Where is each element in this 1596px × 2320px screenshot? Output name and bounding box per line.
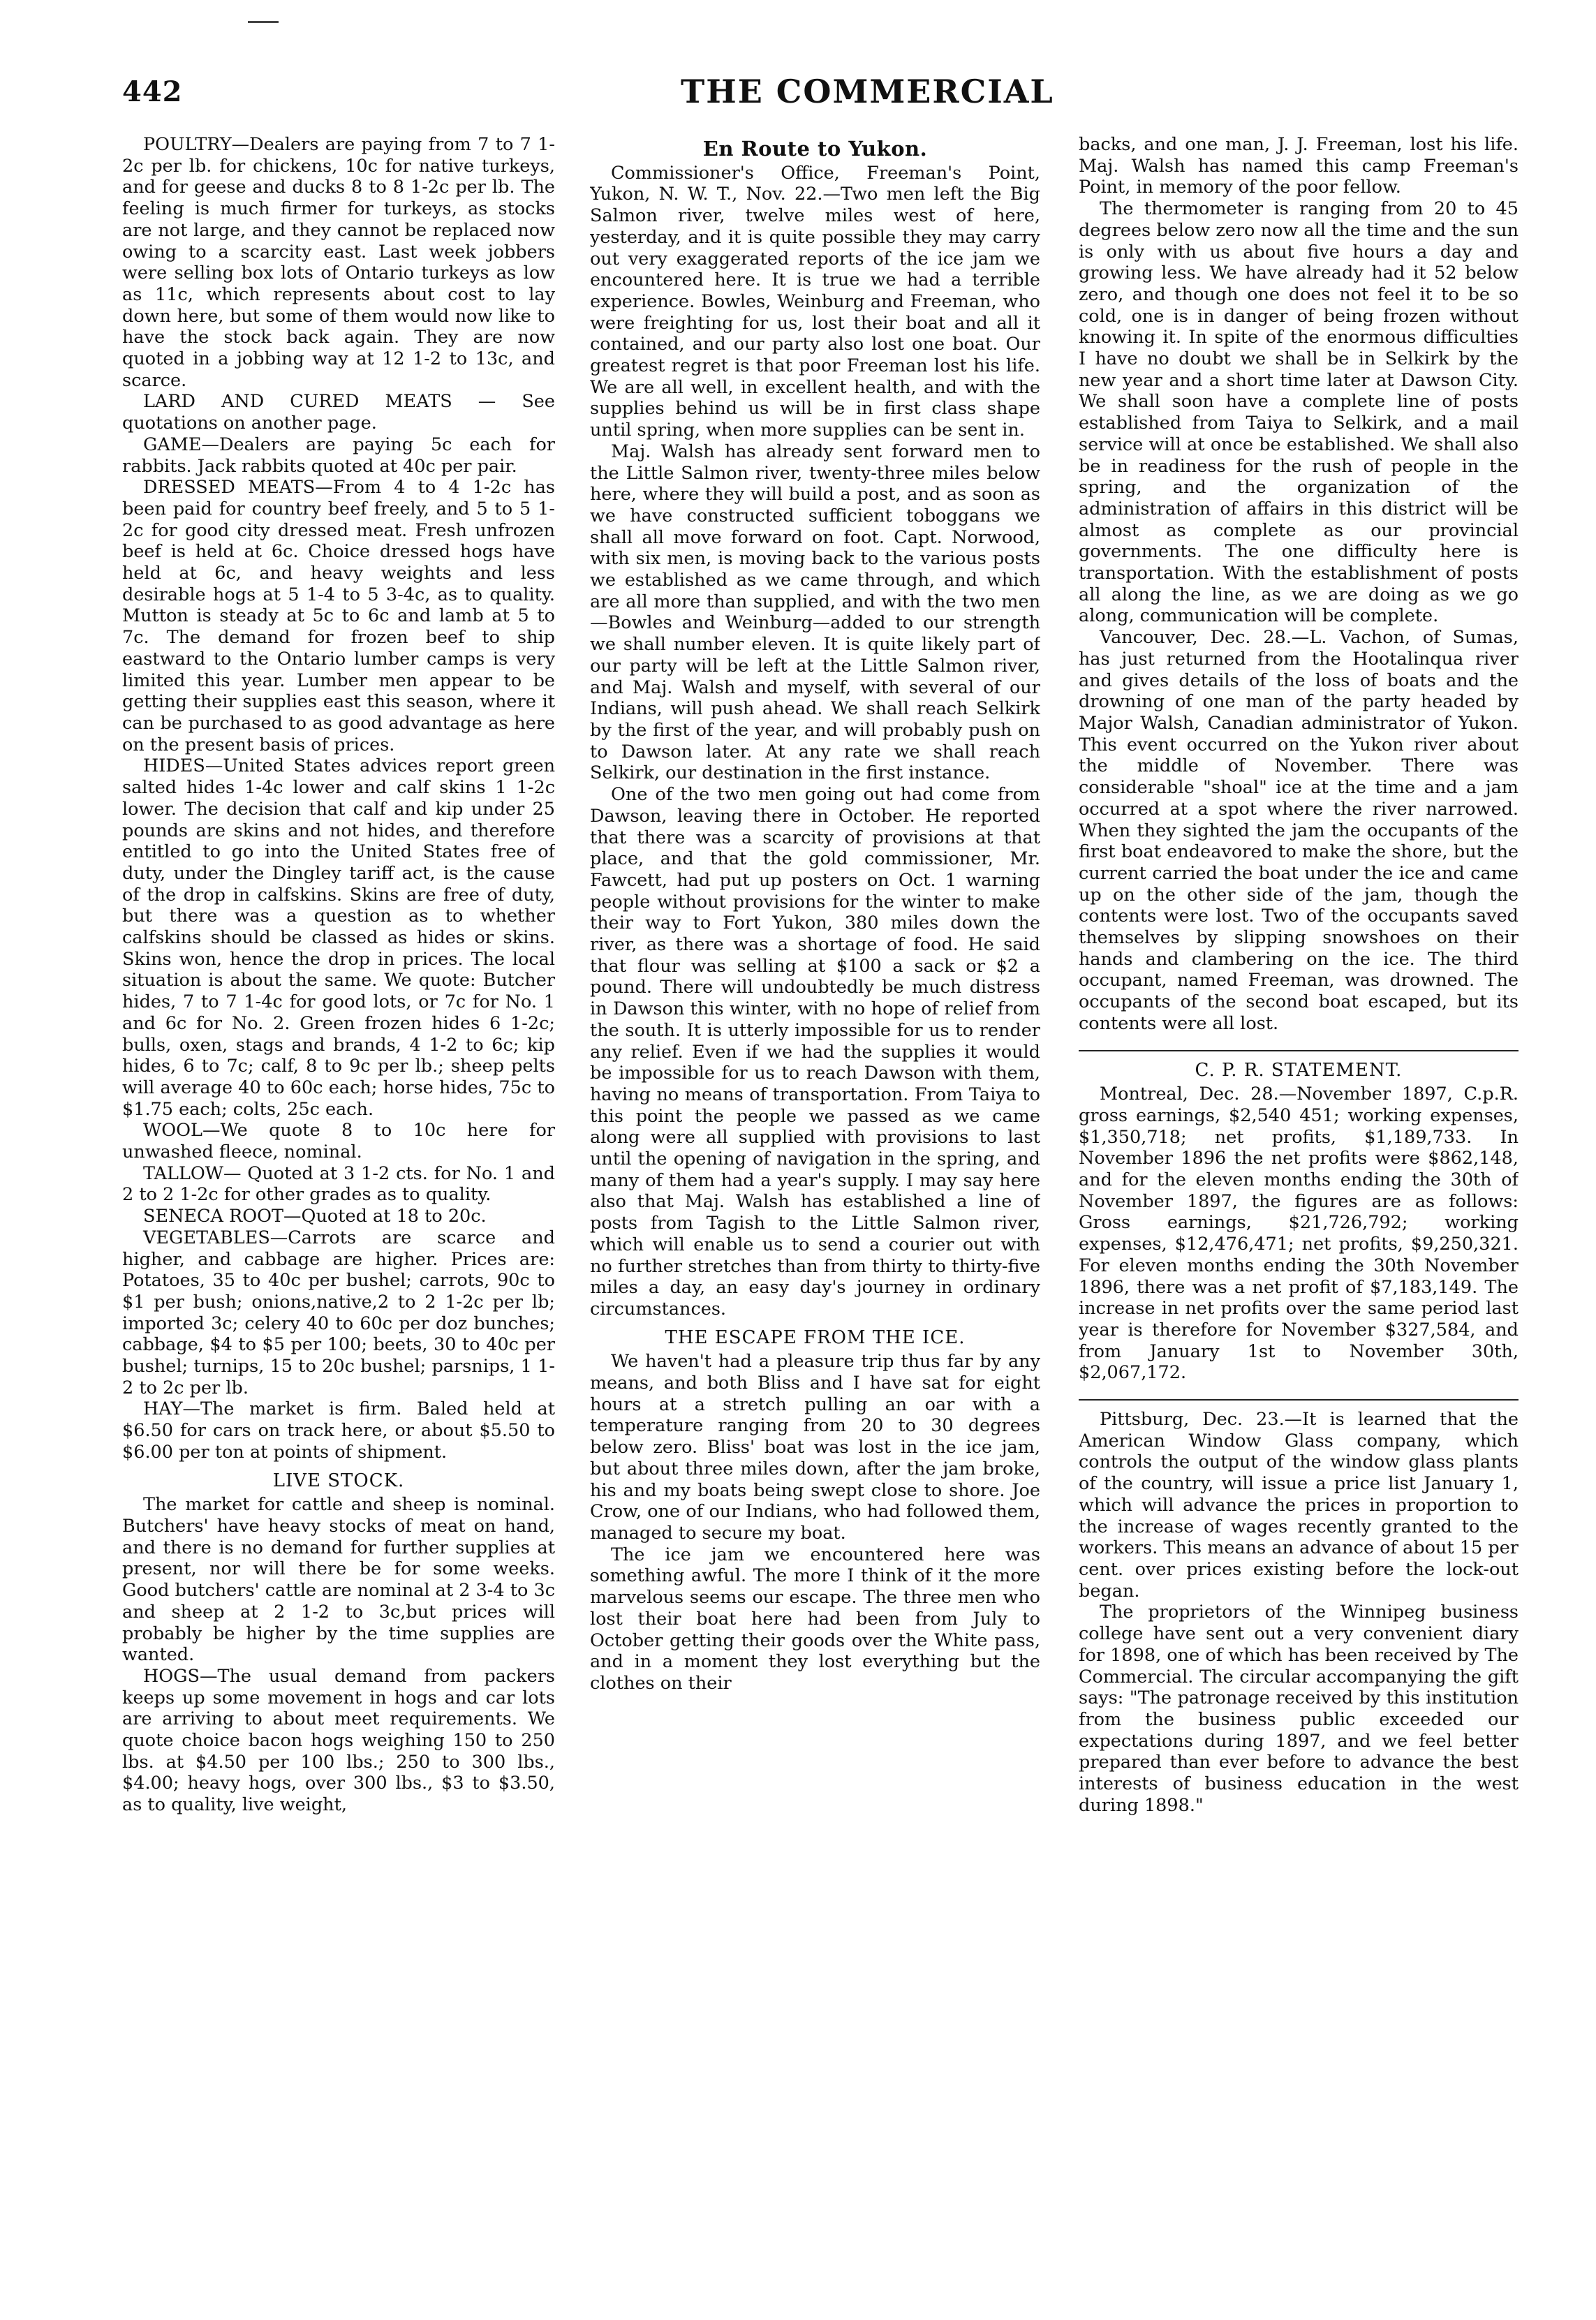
yukon-paragraph-1: Commissioner's Office, Freeman's Point, Yukon, N. W. T., Nov. 22.—Two men left the Big Salmon river, twelve miles west of here, yesterday, and it is quite possible they may carry out very exaggerated reports of the ice jam we encountered here. It is true we had a terrible experience. Bowles, Weinburg and Freeman, who were freighting for us, lost their boat and all it contained, and our party also lost one boat. Our greatest regret is that poor Freeman lost his life. We are all well, in excellent health, and with the supplies behind us will be in first class shape until spring, when more supplies can be sent in. bbox=[590, 162, 1040, 441]
live-stock-paragraph: The market for cattle and sheep is nominal. Butchers' have heavy stocks of meat on hand, and there is no demand for further supplies at present, nor will there be for some weeks. Good butchers' cattle are nominal at 2 3-4 to 3c and sheep at 2 1-2 to 3c,but prices will probably be higher by the time supplies are wanted. bbox=[122, 1494, 555, 1666]
thermometer-paragraph: The thermometer is ranging from 20 to 45 degrees below zero now all the time and the sun is only with us about five hours a day and growing less. We have already had it 52 below zero, and though one does not feel it to be so cold, one is in danger of being frozen without knowing it. In spite of the enormous difficulties I have no doubt we shall be in Selkirk by the new year and a short time later at Dawson City. We shall soon have a complete line of posts established from Taiya to Selkirk, and a mail service will at once be established. We shall also be in readiness for the rush of people in the spring, and the organization of the administration of affairs in this district will be almost as complete as our provincial governments. The one difficulty here is transportation. With the establishment of posts all along the line, as we are doing as we go along, communication will be complete. bbox=[1079, 198, 1519, 627]
yukon-paragraph-2: Maj. Walsh has already sent forward men to the Little Salmon river, twenty-three miles below here, where they will build a post, and as soon as we have constructed sufficient toboggans we shall all move forward on foot. Capt. Norwood, with six men, is moving back to the various posts we established as we came through, and which are all more than supplied, and with the two men—Bowles and Weinburg—added to our strength we shall number eleven. It is quite likely part of our party will be left at the Little Salmon river, and Maj. Walsh and myself, with several of our Indians, will push ahead. We shall reach Selkirk by the first of the year, and will probably push on to Dawson later. At any rate we shall reach Selkirk, our destination in the first instance. bbox=[590, 441, 1040, 784]
wool-paragraph: WOOL—We quote 8 to 10c here for unwashed fleece, nominal. bbox=[122, 1120, 555, 1163]
cpr-statement-paragraph: Montreal, Dec. 28.—November 1897, C.p.R. gross earnings, $2,540 451; working expenses, $1,350,718; net profits, $1,189,733. In November 1896 the net profits were $862,148, and for the eleven months ending the 30th of November 1897, the figures are as follows: Gross earnings, $21,726,792; working expenses, $12,476,471; net profits, $9,250,321. For eleven months ending the 30th November 1896, there was a net profit of $7,183,149. The increase in net profits over the same period last year is therefore for November $327,584, and from January 1st to November 30th, $2,067,172. bbox=[1079, 1084, 1519, 1384]
yukon-paragraph-5: The ice jam we encountered here was something awful. The more I think of it the more marvelous seems our escape. The three men who lost their boat here had been from July to October getting their goods over the White pass, and in a moment they lost everything but the clothes on their bbox=[590, 1544, 1040, 1694]
business-college-paragraph: The proprietors of the Winnipeg business college have sent out a very convenient diary for 1898, one of which has been received by The Commercial. The circular accompanying the gift says: "The patronage received by this institution from the business public exceeded our expectations during 1897, and we feel better prepared than ever before to advance the best interests of business education in the west during 1898." bbox=[1079, 1602, 1519, 1816]
yukon-paragraph-4: We haven't had a pleasure trip thus far by any means, and both Bliss and I have sat for eight hours at a stretch pulling an oar with a temperature ranging from 20 to 30 degrees below zero. Bliss' boat was lost in the ice jam, but about three miles down, after the jam broke, his and my boats being swept close to shore. Joe Crow, one of our Indians, who had followed them, managed to secure my boat. bbox=[590, 1351, 1040, 1544]
tallow-paragraph: TALLOW— Quoted at 3 1-2 cts. for No. 1 and 2 to 2 1-2c for other grades as to quality. bbox=[122, 1162, 555, 1206]
masthead-title: THE COMMERCIAL bbox=[681, 73, 1054, 110]
escape-subheading: THE ESCAPE FROM THE ICE. bbox=[665, 1327, 966, 1348]
pittsburg-paragraph: Pittsburg, Dec. 23.—It is learned that the American Window Glass company, which controls the output of the window glass plants of the country, will issue a price list January 1, which will advance the prices in proportion to the increase of wages recently granted to the workers. This means an advance of about 15 per cent. over prices existing before the lock-out began. bbox=[1079, 1409, 1519, 1602]
print-mark bbox=[248, 21, 279, 23]
hay-paragraph: HAY—The market is firm. Baled held at $6.50 for cars on track here, or about $5.50 to $6.00 per ton at points of shipment. bbox=[122, 1398, 555, 1463]
live-stock-heading: LIVE STOCK. bbox=[272, 1470, 405, 1491]
lard-paragraph: LARD AND CURED MEATS — See quotations on another page. bbox=[122, 391, 555, 434]
yukon-article-heading: En Route to Yukon. bbox=[702, 137, 928, 161]
poultry-paragraph: POULTRY—Dealers are paying from 7 to 7 1-2c per lb. for chickens, 10c for native turkeys, and for geese and ducks 8 to 8 1-2c per lb. The feeling is much firmer for turkeys, as stocks are not large, and they cannot be replaced now owing to a scarcity east. Last week jobbers were selling box lots of Ontario turkeys as low as 11c, which represents about cost to lay down here, but some of them would now like to have the stock back again. They are now quoted in a jobbing way at 12 1-2 to 13c, and scarce. bbox=[122, 134, 555, 391]
yukon-continued-paragraph: backs, and one man, J. J. Freeman, lost his life. Maj. Walsh has named this camp Freeman's Point, in memory of the poor fellow. bbox=[1079, 134, 1519, 198]
vegetables-paragraph: VEGETABLES—Carrots are scarce and higher, and cabbage are higher. Prices are: Potatoes, 35 to 40c per bushel; carrots, 90c to $1 per bush; onions,native,2 to 2 1-2c per lb; imported 3c; celery 40 to 60c per doz bunches; cabbage, $4 to $5 per 100; beets, 30 to 40c per bushel; turnips, 15 to 20c bushel; parsnips, 1 1-2 to 2c per lb. bbox=[122, 1227, 555, 1398]
seneca-root-paragraph: SENECA ROOT—Quoted at 18 to 20c. bbox=[143, 1206, 487, 1227]
hides-paragraph: HIDES—United States advices report green salted hides 1-4c lower and calf skins 1 1-2c lower. The decision that calf and kip under 25 pounds are skins and not hides, and therefore entitled to go into the United States free of duty, under the Dingley tariff act, is the cause of the drop in calfskins. Skins are free of duty, but there was a question as to whether calfskins should be classed as hides or skins. Skins won, hence the drop in prices. The local situation is about the same. We quote: Butcher hides, 7 to 7 1-4c for good lots, or 7c for No. 1 and 6c for No. 2. Green frozen hides 6 1-2c; bulls, oxen, stags and brands, 4 1-2 to 6c; kip hides, 6 to 7c; calf, 8 to 9c per lb.; sheep pelts will average 40 to 60c each; horse hides, 75c to $1.75 each; colts, 25c each. bbox=[122, 755, 555, 1120]
column-left bbox=[122, 134, 555, 2298]
cpr-statement-heading: C. P. R. STATEMENT. bbox=[1195, 1059, 1403, 1081]
section-divider bbox=[1079, 1050, 1519, 1051]
page-number: 442 bbox=[122, 75, 183, 108]
yukon-paragraph-3: One of the two men going out had come from Dawson, leaving there in October. He reported that there was a scarcity of provisions at that place, and that the gold commissioner, Mr. Fawcett, had put up posters on Oct. 1 warning people without provisions for the winter to make their way to Fort Yukon, 380 miles down the river, as there was a shortage of food. He said that flour was selling at $100 a sack or $2 a pound. There will undoubtedly be much distress in Dawson this winter, with no hope of relief from the south. It is utterly impossible for us to render any relief. Even if we had the supplies it would be impossible for us to reach Dawson with them, having no means of transportation. From Taiya to this point the people we passed as we came along were all supplied with provisions to last until the opening of navigation in the spring, and many of them had a year's supply. I may say here also that Maj. Walsh has established a line of posts from Tagish to the Little Salmon river, which will enable us to send a courier out with no further stretches than from thirty to thirty-five miles a day, an easy day's journey in ordinary circumstances. bbox=[590, 784, 1040, 1320]
column-middle bbox=[590, 134, 1040, 2298]
section-divider-2 bbox=[1079, 1399, 1519, 1401]
hogs-paragraph: HOGS—The usual demand from packers keeps up some movement in hogs and car lots are arriving to about meet requirements. We quote choice bacon hogs weighing 150 to 250 lbs. at $4.50 per 100 lbs.; 250 to 300 lbs., $4.00; heavy hogs, over 300 lbs., $3 to $3.50, as to quality, live weight, bbox=[122, 1665, 555, 1816]
column-right bbox=[1079, 134, 1519, 2298]
vancouver-paragraph: Vancouver, Dec. 28.—L. Vachon, of Sumas, has just returned from the Hootalinqua river and gives details of the loss of boats and the drowning of one man of the party headed by Major Walsh, Canadian administrator of Yukon. This event occurred on the Yukon river about the middle of November. There was considerable "shoal" ice at the time and a jam occurred at a spot where the river narrowed. When they sighted the jam the occupants of the first boat endeavored to make the shore, but the current carried the boat under the ice and came up on the other side of the jam, though the contents were lost. Two of the occupants saved themselves by slipping snowshoes on their hands and clambering on the ice. The third occupant, named Freeman, was drowned. The occupants of the second boat escaped, but its contents were all lost. bbox=[1079, 627, 1519, 1034]
game-paragraph: GAME—Dealers are paying 5c each for rabbits. Jack rabbits quoted at 40c per pair. bbox=[122, 434, 555, 477]
dressed-meats-paragraph: DRESSED MEATS—From 4 to 4 1-2c has been paid for country beef freely, and 5 to 5 1-2c for good city dressed meat. Fresh unfrozen beef is held at 6c. Choice dressed hogs have held at 6c, and heavy weights and less desirable hogs at 5 1-4 to 5 3-4c, as to quality. Mutton is steady at 5c to 6c and lamb at 5 to 7c. The demand for frozen beef to ship eastward to the Ontario lumber camps is very limited this year. Lumber men appear to be getting their supplies east this season, where it can be purchased to as good advantage as here on the present basis of prices. bbox=[122, 477, 555, 755]
